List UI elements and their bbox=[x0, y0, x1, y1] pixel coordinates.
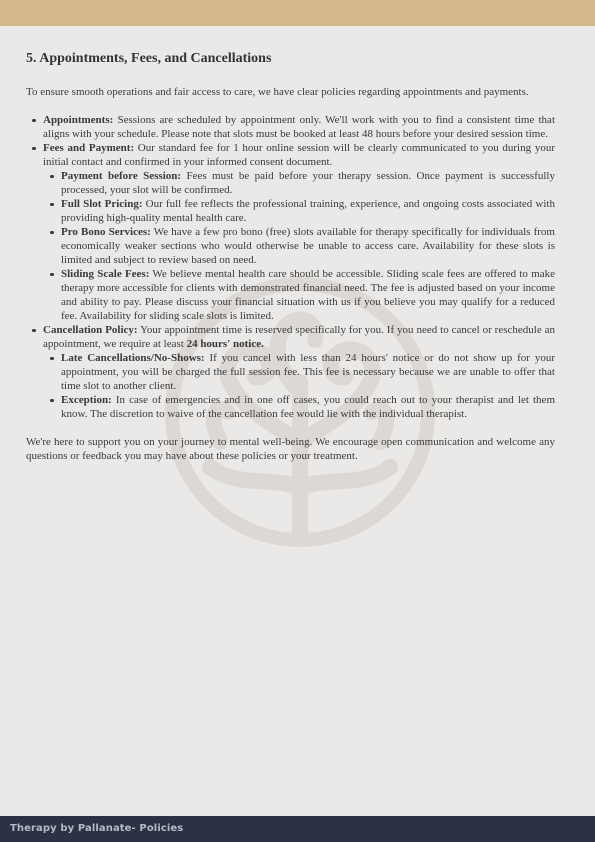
item-text: We have a few pro bono (free) slots available for therapy specifically for individuals from economically weaker sections who would otherwise be unable to access care. Availability for these slots is limited and subject to review based on need. bbox=[61, 226, 555, 266]
cancellation-sublist bbox=[43, 351, 555, 421]
item-term: Cancellation Policy: bbox=[43, 324, 138, 336]
list-item-sliding-scale bbox=[61, 267, 555, 323]
list-item-full-slot-pricing bbox=[61, 197, 555, 225]
item-term: Fees and Payment: bbox=[43, 142, 135, 154]
item-term: Appointments: bbox=[43, 114, 114, 126]
list-item-cancellation bbox=[43, 323, 555, 421]
item-term: Exception: bbox=[61, 394, 112, 406]
list-item-appointments bbox=[43, 113, 555, 141]
closing-paragraph: We're here to support you on your journey to mental well-being. We encourage open communication and welcome any questions or feedback you may have about these policies or your treatment. bbox=[26, 436, 555, 462]
top-color-band bbox=[0, 0, 595, 26]
notice-requirement: 24 hours' notice. bbox=[186, 338, 264, 350]
footer-bar bbox=[0, 816, 595, 842]
intro-paragraph: To ensure smooth operations and fair access to care, we have clear policies regarding appointments and payments. bbox=[26, 86, 529, 98]
item-term: Pro Bono Services: bbox=[61, 226, 151, 238]
item-term: Late Cancellations/No-Shows: bbox=[61, 352, 205, 364]
item-text: Sessions are scheduled by appointment only. We'll work with you to find a consistent time that aligns with your schedule. Please note that slots must be booked at least 48 hours before your desired session time. bbox=[43, 114, 555, 140]
item-text: Your appointment time is reserved specifically for you. If you need to cancel or reschedule an appointment, we require at least bbox=[43, 324, 556, 350]
list-item-exception bbox=[61, 393, 555, 421]
item-text: Our full fee reflects the professional training, experience, and ongoing costs associated with providing high-quality mental health care. bbox=[61, 198, 555, 224]
item-term: Sliding Scale Fees: bbox=[61, 268, 150, 280]
item-text: In case of emergencies and in one off cases, you could reach out to your therapist and let them know. The discretion to waive of the cancellation fee would lie with the individual therapist. bbox=[61, 394, 555, 420]
list-item-fees bbox=[43, 141, 555, 323]
policy-list bbox=[26, 113, 555, 421]
section-heading: 5. Appointments, Fees, and Cancellations bbox=[26, 51, 272, 66]
item-text: Our standard fee for 1 hour online session will be clearly communicated to you during your initial contact and confirmed in your informed consent document. bbox=[43, 142, 555, 168]
item-text: We believe mental health care should be accessible. Sliding scale fees are offered to make therapy more accessible for clients with demonstrated financial need. The fee is adjusted based on your income and ability to pay. Please discuss your financial situation with us if you believe you may qualify for a reduced fee. Availability for sliding scale slots is limited. bbox=[61, 268, 555, 322]
item-term: Full Slot Pricing: bbox=[61, 198, 143, 210]
fees-sublist bbox=[43, 169, 555, 323]
list-item-late-cancellations bbox=[61, 351, 555, 393]
item-term: Payment before Session: bbox=[61, 170, 182, 182]
list-item-payment-before-session bbox=[61, 169, 555, 197]
item-text: If you cancel with less than 24 hours' notice or do not show up for your appointment, you will be charged the full session fee. This fee is necessary because we are unable to offer that time slot to another client. bbox=[61, 352, 555, 392]
list-item-pro-bono bbox=[61, 225, 555, 267]
footer-title: Therapy by Pallanate- Policies bbox=[10, 823, 184, 834]
policy-content bbox=[26, 50, 555, 463]
item-text: Fees must be paid before your therapy session. Once payment is successfully processed, your slot will be confirmed. bbox=[61, 170, 555, 196]
